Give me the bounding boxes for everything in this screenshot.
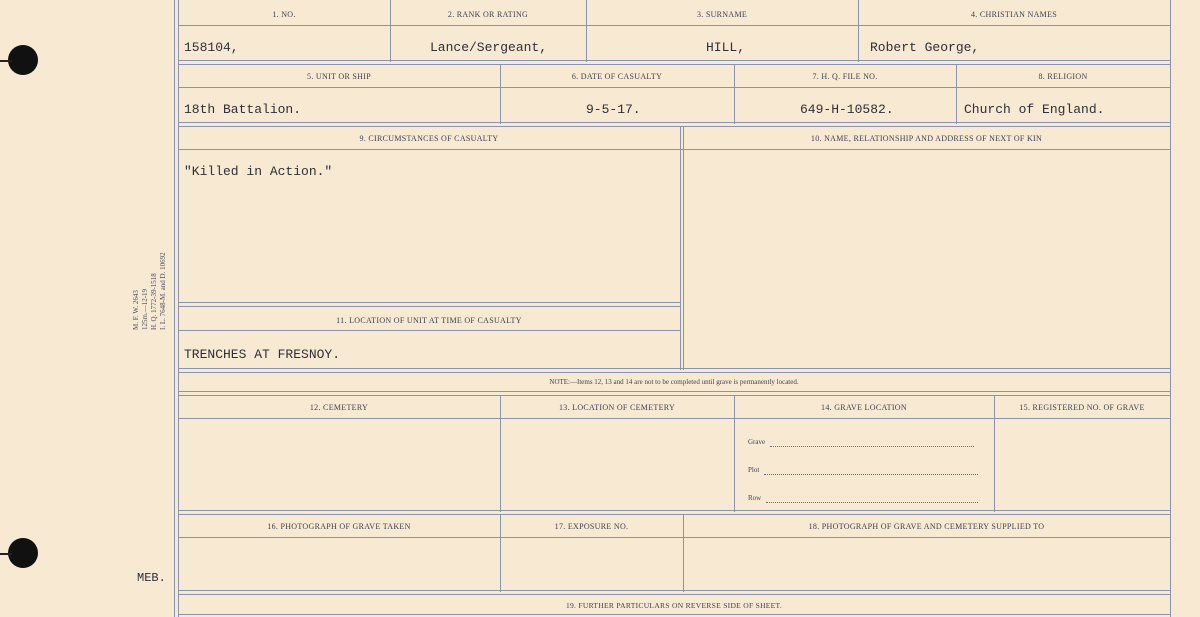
footer-text: 19. FURTHER PARTICULARS ON REVERSE SIDE OF SHEET. (565, 601, 783, 610)
value-date: 9-5-17. (586, 102, 641, 117)
value-location-of-unit: TRENCHES AT FRESNOY. (184, 347, 341, 362)
header-christian-names: 4. CHRISTIAN NAMES (970, 10, 1058, 19)
side-print-line-4: I. L. 7648-M. and D. 10692 (159, 252, 167, 330)
side-print-line-2: 125m.—12-19 (141, 288, 149, 330)
value-unit: 18th Battalion. (184, 102, 302, 117)
header-cemetery: 12. CEMETERY (309, 403, 369, 412)
value-file-no: 649-H-10582. (800, 102, 894, 117)
note-text: NOTE:—Items 12, 13 and 14 are not to be completed until grave is permanently located. (549, 378, 799, 386)
grave-label: Grave (748, 438, 766, 446)
row-label: Row (748, 494, 762, 502)
value-circumstances: "Killed in Action." (184, 164, 333, 179)
plot-label: Plot (748, 466, 760, 474)
value-christian-names: Robert George, (870, 40, 980, 55)
header-exposure-no: 17. EXPOSURE NO. (554, 522, 629, 531)
header-photo-taken: 16. PHOTOGRAPH OF GRAVE TAKEN (267, 522, 411, 531)
header-registered-no: 15. REGISTERED NO. OF GRAVE (1019, 403, 1145, 412)
header-date: 6. DATE OF CASUALTY (571, 72, 663, 81)
value-rank: Lance/Sergeant, (430, 40, 548, 55)
header-location-of-cemetery: 13. LOCATION OF CEMETERY (558, 403, 676, 412)
form-print-number (132, 252, 168, 330)
header-surname: 3. SURNAME (696, 10, 748, 19)
value-surname: HILL, (706, 40, 746, 55)
header-photo-supplied-to: 18. PHOTOGRAPH OF GRAVE AND CEMETERY SUPPLIED TO (808, 522, 1045, 531)
header-grave-location: 14. GRAVE LOCATION (821, 403, 907, 412)
header-next-of-kin: 10. NAME, RELATIONSHIP AND ADDRESS OF NEXT OF KIN (810, 134, 1043, 143)
header-no: 1. NO. (272, 10, 296, 19)
header-rank: 2. RANK OR RATING (447, 10, 529, 19)
side-print-line-3: H. Q. 1772-39-1518 (150, 273, 158, 330)
side-print-line-1: M. F. W. 2643 (132, 290, 140, 330)
punch-hole-bottom (8, 538, 38, 568)
punch-hole-top (8, 45, 38, 75)
header-circumstances: 9. CIRCUMSTANCES OF CASUALTY (359, 134, 499, 143)
header-location-of-unit: 11. LOCATION OF UNIT AT TIME OF CASUALTY (336, 316, 522, 325)
header-unit: 5. UNIT OR SHIP (307, 72, 371, 81)
header-file-no: 7. H. Q. FILE NO. (812, 72, 878, 81)
value-no: 158104, (184, 40, 239, 55)
header-religion: 8. RELIGION (1038, 72, 1088, 81)
value-religion: Church of England. (964, 102, 1105, 117)
clerk-initials: MEB. (137, 571, 166, 585)
